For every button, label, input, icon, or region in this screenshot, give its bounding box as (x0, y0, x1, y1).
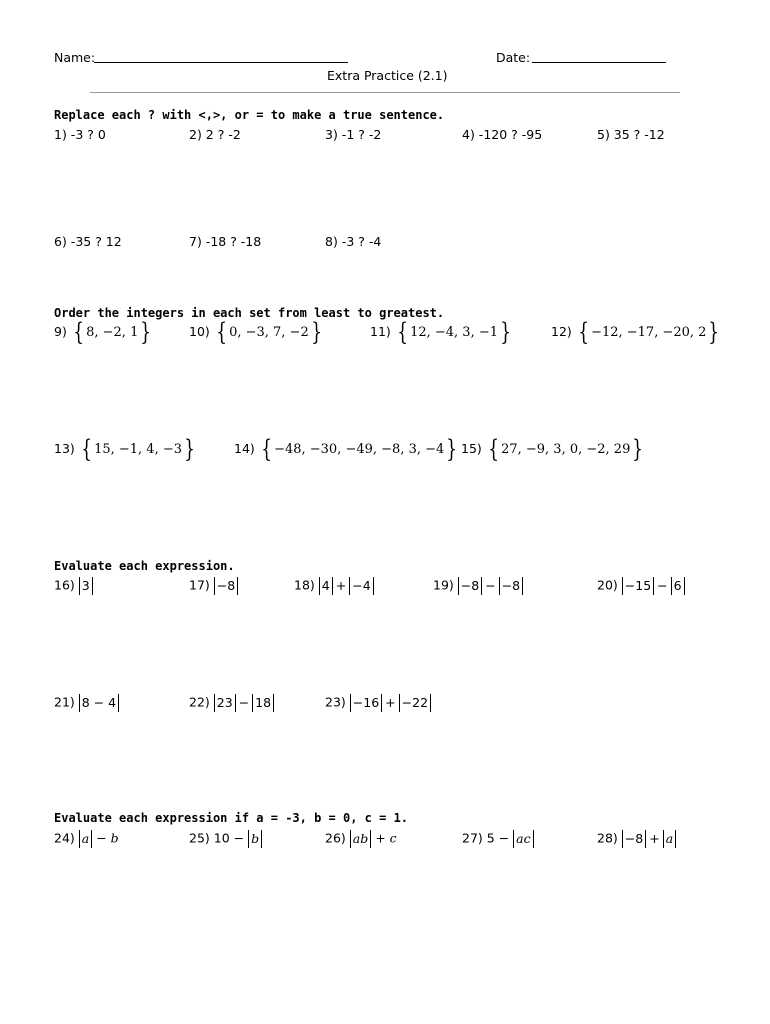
problem-26 (325, 830, 397, 848)
absolute-value: 4 (319, 577, 333, 595)
integer-set: 0, −3, 7, −2 (229, 325, 309, 340)
integer-set: 27, −9, 3, 0, −2, 29 (501, 442, 631, 457)
problem-22 (189, 694, 274, 712)
problem-label: 10) (189, 324, 210, 339)
problem-label: 20) (597, 577, 618, 593)
absolute-value: a (663, 830, 676, 848)
problem-label: 18) (294, 577, 315, 593)
absolute-value: ab (350, 830, 371, 848)
expression-tail: − b (96, 830, 119, 846)
absolute-value: −8 (499, 577, 523, 595)
problem-20 (597, 577, 685, 595)
expression-head: 5 − (486, 830, 510, 846)
absolute-value: −16 (350, 694, 382, 712)
integer-set: −12, −17, −20, 2 (591, 325, 707, 340)
problem-label: 13) (54, 441, 75, 456)
problem-label: 9) (54, 324, 67, 339)
problem-7: 7) -18 ? -18 (189, 234, 262, 249)
operator: − (657, 577, 668, 593)
problem-25 (189, 830, 262, 848)
problem-28 (597, 830, 676, 848)
absolute-value: a (79, 830, 92, 848)
absolute-value: −22 (399, 694, 431, 712)
integer-set: 8, −2, 1 (86, 325, 139, 340)
absolute-value: 23 (214, 694, 236, 712)
name-label: Name: (54, 50, 96, 65)
problem-label: 21) (54, 694, 75, 710)
problem-label: 19) (433, 577, 454, 593)
section3-instruction: Evaluate each expression. (54, 559, 235, 573)
date-field-line[interactable] (532, 62, 666, 63)
problem-label: 28) (597, 830, 618, 846)
problem-2: 2) 2 ? -2 (189, 127, 241, 142)
problem-label: 23) (325, 694, 346, 710)
problem-24 (54, 830, 119, 848)
absolute-value: ac (513, 830, 533, 848)
problem-4: 4) -120 ? -95 (462, 127, 543, 142)
operator: + (649, 830, 660, 846)
problem-19 (433, 577, 523, 595)
problem-17 (189, 577, 238, 595)
problem-label: 16) (54, 577, 75, 593)
problem-11: 11) { 12, −4, 3, −1} (370, 318, 511, 346)
absolute-value: −8 (622, 830, 646, 848)
problem-label: 12) (551, 324, 572, 339)
problem-label: 15) (461, 441, 482, 456)
section2-instruction: Order the integers in each set from least to greatest. (54, 306, 445, 320)
expression-head: 10 − (213, 830, 245, 846)
problem-23 (325, 694, 431, 712)
problem-13: 13) { 15, −1, 4, −3} (54, 435, 195, 463)
problem-5: 5) 35 ? -12 (597, 127, 665, 142)
problem-1: 1) -3 ? 0 (54, 127, 106, 142)
section1-instruction: Replace each ? with <,>, or = to make a true sentence. (54, 108, 445, 122)
problem-8: 8) -3 ? -4 (325, 234, 382, 249)
absolute-value: −4 (349, 577, 373, 595)
integer-set: 12, −4, 3, −1 (410, 325, 498, 340)
absolute-value: −8 (214, 577, 238, 595)
problem-9: 9) { 8, −2, 1} (54, 318, 152, 346)
problem-15: 15) { 27, −9, 3, 0, −2, 29} (461, 435, 644, 463)
absolute-value: b (248, 830, 262, 848)
header-divider (90, 92, 680, 93)
absolute-value: −8 (458, 577, 482, 595)
problem-label: 26) (325, 830, 346, 846)
problem-27 (462, 830, 534, 848)
date-label: Date: (496, 50, 531, 65)
problem-18 (294, 577, 374, 595)
absolute-value: 6 (671, 577, 685, 595)
problem-10: 10) { 0, −3, 7, −2} (189, 318, 322, 346)
problem-label: 22) (189, 694, 210, 710)
name-field-line[interactable] (94, 62, 348, 63)
absolute-value: 8 − 4 (79, 694, 119, 712)
problem-6: 6) -35 ? 12 (54, 234, 122, 249)
operator: + (385, 694, 396, 710)
operator: + (335, 577, 347, 593)
problem-3: 3) -1 ? -2 (325, 127, 382, 142)
operator: − (485, 577, 496, 593)
absolute-value: −15 (622, 577, 654, 595)
problem-label: 25) (189, 830, 210, 846)
integer-set: 15, −1, 4, −3 (94, 442, 182, 457)
problem-14: 14) { −48, −30, −49, −8, 3, −4} (234, 435, 458, 463)
problem-label: 27) (462, 830, 483, 846)
absolute-value: 18 (252, 694, 274, 712)
absolute-value: 3 (79, 577, 93, 595)
problem-label: 14) (234, 441, 255, 456)
problem-16 (54, 577, 93, 595)
problem-label: 17) (189, 577, 210, 593)
page-title: Extra Practice (2.1) (327, 68, 448, 83)
problem-21 (54, 694, 119, 712)
problem-12: 12) { −12, −17, −20, 2} (551, 318, 720, 346)
problem-label: 11) (370, 324, 391, 339)
section4-instruction-prefix: Evaluate each expression if (54, 811, 257, 825)
section4-instruction-vars: a = -3, b = 0, c = 1. (256, 811, 409, 825)
integer-set: −48, −30, −49, −8, 3, −4 (274, 442, 445, 457)
expression-tail: + c (375, 830, 397, 846)
operator: − (238, 694, 250, 710)
section4-instruction (54, 811, 408, 825)
problem-label: 24) (54, 830, 75, 846)
